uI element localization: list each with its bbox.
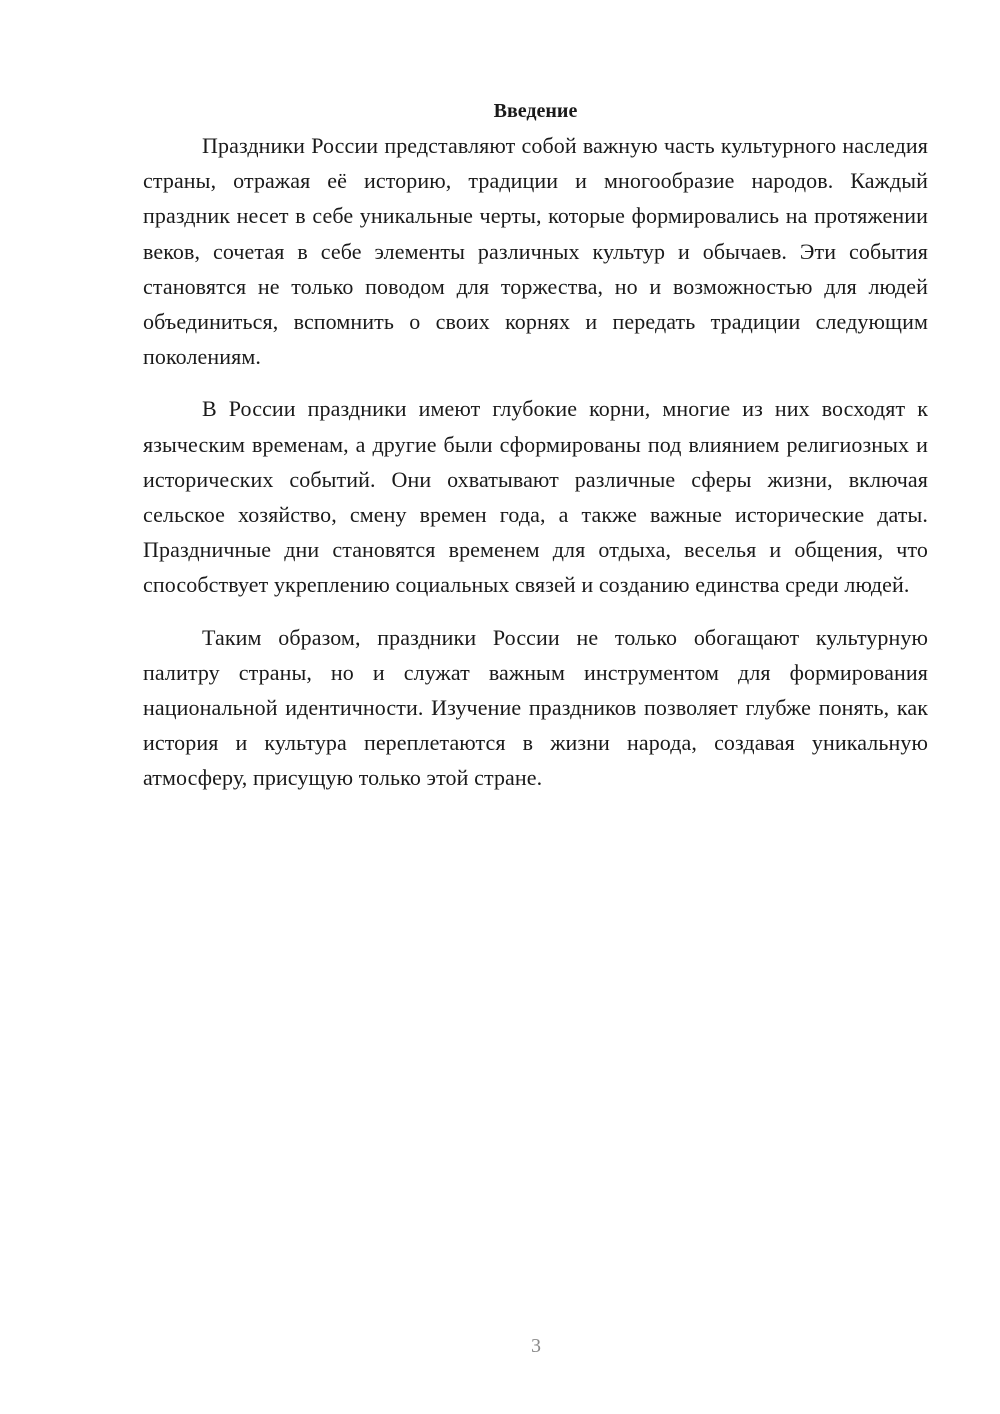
page-number: 3 — [531, 1335, 541, 1357]
paragraph-2: В России праздники имеют глубокие корни, многие из них восходят к языческим временам, а другие были сформированы под влиянием религиозных и исторических событий. Они охватывают различные сферы жизни, включая сельское хозяйство, смену времен года, а также важные исторические даты. Праздничные дни становятся временем для отдыха, веселья и общения, что способствует укреплению социальных связей и созданию единства среди людей. — [143, 396, 928, 598]
paragraph-1: Праздники России представляют собой важную часть культурного наследия страны, отражая её историю, традиции и многообразие народов. Каждый праздник несет в себе уникальные черты, которые формировались на протяжении веков, сочетая в себе элементы различных культур и обычаев. Эти события становятся не только поводом для торжества, но и возможностью для людей объединиться, вспомнить о своих корнях и передать традиции следующим поколениям. — [143, 133, 928, 370]
page-content — [143, 96, 928, 813]
paragraph-3: Таким образом, праздники России не только обогащают культурную палитру страны, но и служат важным инструментом для формирования национальной идентичности. Изучение праздников позволяет глубже понять, как история и культура переплетаются в жизни народа, создавая уникальную атмосферу, присущую только этой стране. — [143, 624, 928, 791]
section-heading: Введение — [493, 100, 578, 122]
